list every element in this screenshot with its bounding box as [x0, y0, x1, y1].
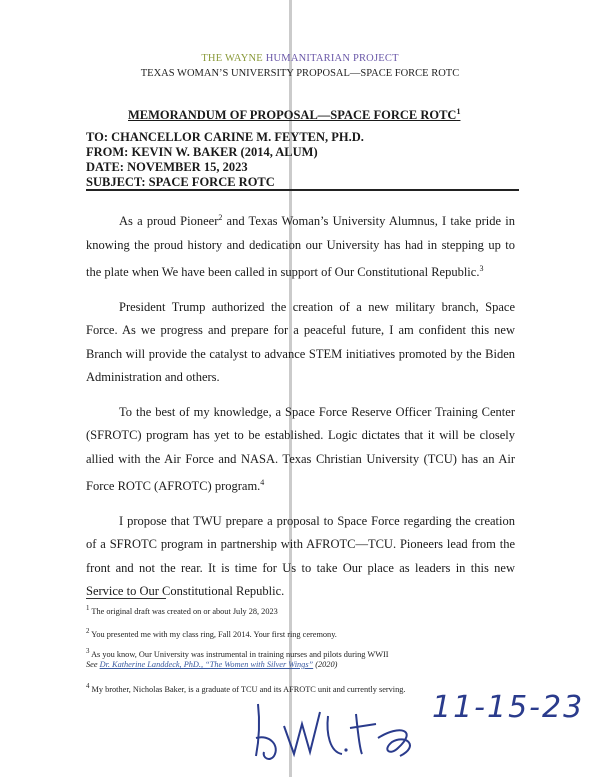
org-name-part2: HUMANITARIAN PROJECT: [265, 53, 399, 64]
paragraph-3: To the best of my knowledge, a Space Force Reserve Officer Training Center (SFROTC) program has yet to be established. Logic dictates that it will be closely allied with the Air Force and NASA. Texas Christian University (TCU) has an Air Force ROTC (AFROTC) program.$^4$: [86, 404, 515, 494]
handwritten-date: 11-15-23: [432, 690, 585, 725]
memo-title: MEMORANDUM OF PROPOSAL—SPACE FORCE ROTC$^1$: [128, 107, 461, 123]
footnote-ref-3: 3: [479, 264, 484, 274]
footnote-3: $^3$ As you know, Our University was instrumental in training nurses and pilots during WWII: [86, 648, 389, 659]
memo-subject: SUBJECT: SPACE FORCE ROTC: [86, 175, 275, 189]
footnote-2: $^2$ You presented me with my class ring, Fall 2014. Your first ring ceremony.: [86, 628, 337, 639]
handwritten-signature: [250, 694, 430, 764]
footnote-ref-4: 4: [260, 478, 265, 488]
paragraph-4: I propose that TWU prepare a proposal to Space Force regarding the creation of a SFROTC program in partnership with AFROTC—TCU. Pioneers lead from the front and not the rear. It is time for Us to take Our place as leaders in this new Service to Our Constitutional Republic.: [86, 513, 515, 599]
memo-from: FROM: KEVIN W. BAKER (2014, ALUM): [86, 145, 318, 159]
footnote-ref-1: 1: [456, 107, 461, 116]
footnote-1: $^1$ The original draft was created on or about July 28, 2023: [86, 605, 278, 616]
org-name-part1: THE WAYNE: [201, 53, 266, 64]
paragraph-2: President Trump authorized the creation of a new military branch, Space Force. As we progress and prepare for a peaceful future, I am confident this new Branch will provide the catalyst to advance STEM initiatives promoted by the Biden Administration and others.: [86, 299, 515, 385]
memo-to: TO: CHANCELLOR CARINE M. FEYTEN, PH.D.: [86, 130, 364, 144]
footnote-ref-2: 2: [218, 213, 223, 222]
footnote-divider: [86, 598, 166, 599]
paragraph-1: As a proud Pioneer$^2$ and Texas Woman’s University Alumnus, I take pride in knowing the proud history and dedication our University has had in stepping up to the plate when We have been called in support of Our Constitutional Republic.$^3$: [86, 213, 515, 280]
citation-link[interactable]: Dr. Katherine Landdeck, PhD., “The Women with Silver Wings”: [99, 660, 314, 669]
org-header: [0, 53, 600, 64]
footnote-3-citation: See Dr. Katherine Landdeck, PhD., “The Women with Silver Wings” (2020): [86, 660, 338, 669]
memo-body: [86, 206, 515, 615]
doc-subtitle: TEXAS WOMAN’S UNIVERSITY PROPOSAL—SPACE FORCE ROTC: [140, 68, 460, 79]
footnote-4: $^4$ My brother, Nicholas Baker, is a graduate of TCU and its AFROTC unit and currently serving.: [86, 683, 406, 694]
memo-date: DATE: NOVEMBER 15, 2023: [86, 160, 248, 174]
header-divider: [86, 189, 519, 191]
